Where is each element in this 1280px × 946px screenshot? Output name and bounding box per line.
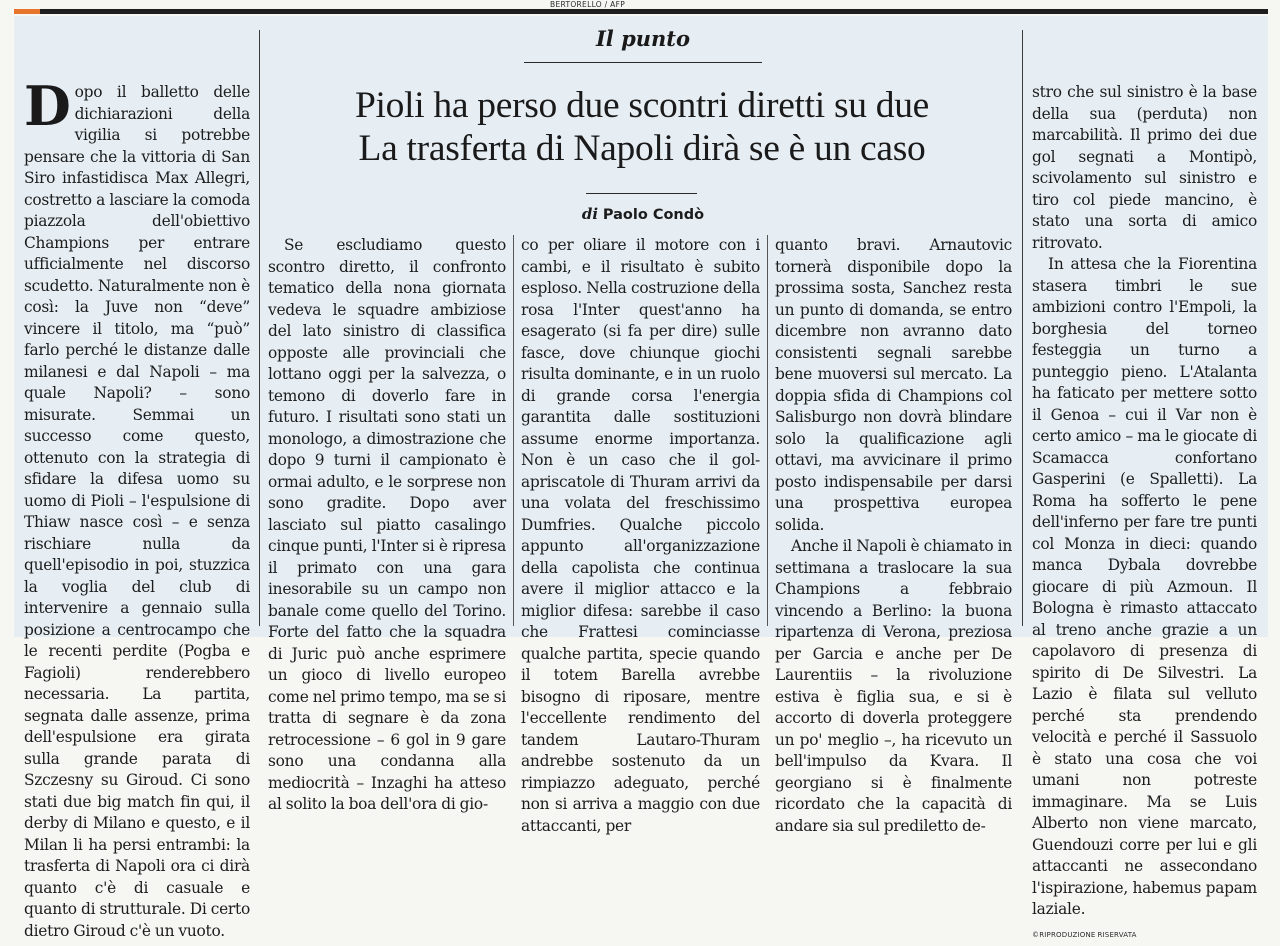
text-column-2: [268, 235, 506, 816]
article: [14, 16, 1268, 637]
column-divider: [259, 30, 260, 626]
byline-prefix: di: [582, 205, 598, 223]
headline-line-1: Pioli ha perso due scontri diretti su due: [276, 84, 1008, 127]
paragraph: [24, 82, 250, 942]
drop-cap: D: [24, 84, 71, 128]
photo-bar: [0, 0, 1280, 16]
column-divider: [767, 235, 768, 626]
section-kicker: Il punto: [524, 26, 762, 51]
copyright-notice: ©RIPRODUZIONE RISERVATA: [1032, 925, 1257, 946]
text-column-4: [775, 235, 1012, 837]
paragraph: Anche il Napoli è chiamato in settimana a traslocare la sua Champions a febbraio vincendo a Berlino: la buona ripartenza di Verona, preziosa per Garcia e anche per De Laurentiis – la rivoluzione estiva è figlia sua, e si è accorto di doverla proteggere un po' meglio –, ha ricevuto un bell'impulso da Kvara. Il georgiano si è finalmente ricordato che la capacità di andare sia sul prediletto de-: [775, 536, 1012, 837]
paragraph: Se escludiamo questo scontro diretto, il confronto tematico della nona giornata vedeva le squadre ambiziose del lato sinistro di classifica opposte alle provinciali che lottano oggi per la salvezza, o temono di doverlo fare in futuro. I risultati sono stati un monologo, a dimostrazione che dopo 9 turni il campionato è ormai adulto, e le sorprese non sono gradite. Dopo aver lasciato sul piatto casalingo cinque punti, l'Inter si è ripresa il primato con una gara inesorabile su un campo non banale come quello del Torino. Forte del fatto che la squadra di Juric può anche esprimere un gioco di livello europeo come nel primo tempo, ma se si tratta di segnare è da zona retrocessione – 6 gol in 9 gare sono una condanna alla mediocrità – Inzaghi ha atteso al solito la boa dell'ora di gio-: [268, 235, 506, 816]
photo-bottom-rule: [14, 9, 1268, 14]
text-column-3: [521, 235, 760, 837]
headline: [276, 84, 1008, 170]
paragraph-text: opo il balletto delle dichiarazioni della vigilia si potrebbe pensare che la vittoria di San Siro infastidisca Max Allegri, costretto a lasciare la comoda piazzola dell'obiettivo Champions per entrare ufficialmente nel discorso scudetto. Naturalmente non è così: la Juve non “deve” vincere il titolo, ma “può” farlo perché le distanze dalle milanesi e dal Napoli – ma quale Napoli? – sono misurate. Semmai un successo come questo, ottenuto con la strategia di sfidare la difesa uomo su uomo di Pioli – l'espulsione di Thiaw nasce così – e senza rischiare nulla da quell'episodio in poi, stuzzica la voglia del club di intervenire a gennaio sulla posizione a centrocampo che le recenti perdite (Pogba e Fagioli) renderebbero necessaria. La partita, segnata dalle assenze, prima dell'espulsione era girata sulla grande parata di Szczesny su Giroud. Ci sono stati due big match fin qui, il derby di Milano e questo, e il Milan li ha persi entrambi: la trasferta di Napoli ora ci dirà quanto c'è di casuale e quanto di strutturale. Di certo dietro Giroud c'è un vuoto.: [24, 83, 250, 940]
photo-credit: BERTORELLO / AFP: [548, 0, 627, 9]
column-divider: [513, 235, 514, 626]
text-column-1: [24, 82, 250, 942]
author-name: Paolo Condò: [603, 207, 704, 223]
section-accent-mark: [14, 9, 40, 14]
byline: [524, 205, 762, 223]
byline-rule: [586, 193, 697, 194]
column-divider: [1022, 30, 1023, 626]
paragraph: In attesa che la Fiorentina stasera timbri le sue ambizioni contro l'Empoli, la borghesia del torneo festeggia un turno a punteggio pieno. L'Atalanta ha faticato per mettere sotto il Genoa – cui il Var non è certo amico – ma le giocate di Scamacca confortano Gasperini (e Spalletti). La Roma ha sofferto le pene dell'inferno per fare tre punti col Monza in dieci: quando manca Dybala dovrebbe giocare di più Azmoun. Il Bologna è rimasto attaccato al treno anche grazie a un capolavoro di presenza di spirito di De Silvestri. La Lazio è filata sul velluto perché sta prendendo velocità e perché il Sassuolo è stato una cosa che voi umani non potreste immaginare. Ma se Luis Alberto non viene marcato, Guendouzi corre per lui e gli attaccanti ne assecondano l'ispirazione, habemus papam laziale.: [1032, 254, 1257, 921]
paragraph: stro che sul sinistro è la base della sua (perduta) non marcabilità. Il primo dei due gol segnati a Montipò, scivolamento sul sinistro e tiro col piede mancino, è stato una sorta di amico ritrovato.: [1032, 82, 1257, 254]
headline-line-2: La trasferta di Napoli dirà se è un caso: [276, 127, 1008, 170]
text-column-5: [1032, 82, 1257, 946]
paragraph: co per oliare il motore con i cambi, e il risultato è subito esploso. Nella costruzione della rosa l'Inter quest'anno ha esagerato (si fa per dire) sulle fasce, dove chiunque giochi risulta dominante, e in un ruolo di grande corsa l'energia garantita dalle sostituzioni assume enorme importanza. Non è un caso che il gol-apriscatole di Thuram arrivi da una volata del freschissimo Dumfries. Qualche piccolo appunto all'organizzazione della capolista che continua avere il miglior attacco e la miglior difesa: sarebbe il caso che Frattesi cominciasse qualche partita, specie quando il totem Barella avrebbe bisogno di riposare, mentre l'eccellente rendimento del tandem Lautaro-Thuram andrebbe sostenuto da un rimpiazzo adeguato, perché non si arriva a maggio con due attaccanti, per: [521, 235, 760, 837]
paragraph: quanto bravi. Arnautovic tornerà disponibile dopo la prossima sosta, Sanchez resta un punto di domanda, se entro dicembre non avranno dato consistenti segnali sarebbe bene muoversi sul mercato. La doppia sfida di Champions col Salisburgo non dovrà blindare solo la qualificazione agli ottavi, ma avvicinare il primo posto indispensabile per darsi una prospettiva europea solida.: [775, 235, 1012, 536]
kicker-rule: [524, 62, 762, 63]
